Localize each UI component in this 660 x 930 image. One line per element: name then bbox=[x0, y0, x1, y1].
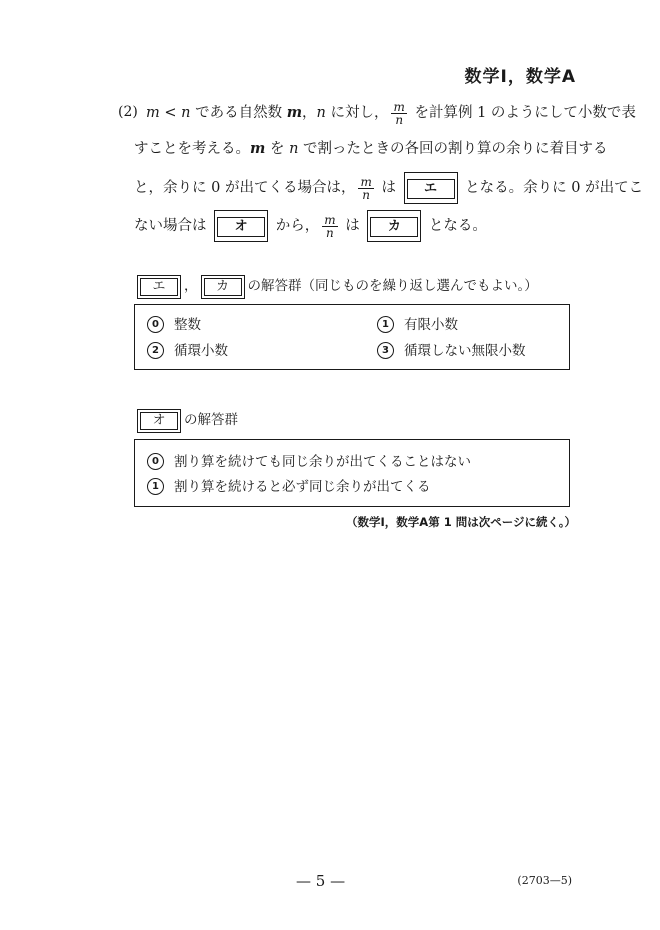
page-number: — 5 — bbox=[296, 872, 346, 890]
answer-box-o[interactable]: オ bbox=[214, 210, 268, 242]
fraction-m-over-n: $\frac{m}{n}$ bbox=[393, 99, 405, 127]
label-box-ka: カ bbox=[201, 275, 245, 299]
choice-mark: 0 bbox=[147, 316, 164, 333]
choice-ek-2[interactable]: 2 循環小数 bbox=[147, 341, 228, 361]
choices-ek-label: エ ， カ の解答群（同じものを繰り返し選んでもよい。） bbox=[137, 274, 538, 299]
page-code: (2703—5) bbox=[517, 874, 572, 887]
problem-line-3: と，余りに 0 が出てくる場合は， $\frac{m}{n}$ は エ となる。余りに 0 が出てこ bbox=[134, 172, 643, 198]
subject-header: 数学Ⅰ，数学A bbox=[464, 67, 576, 87]
choice-mark: 1 bbox=[377, 316, 394, 333]
choices-ek-panel bbox=[134, 304, 570, 370]
problem-line-4: ない場合は オ から， $\frac{m}{n}$ は カ となる。 bbox=[134, 210, 487, 236]
choice-ek-1[interactable]: 1 有限小数 bbox=[377, 315, 458, 335]
choice-ek-3[interactable]: 3 循環しない無限小数 bbox=[377, 341, 526, 361]
choice-ek-0[interactable]: 0 整数 bbox=[147, 315, 201, 335]
label-box-e: エ bbox=[137, 275, 181, 299]
choice-mark: 3 bbox=[377, 342, 394, 359]
choice-o-0[interactable]: 0 割り算を続けても同じ余りが出てくることはない bbox=[147, 452, 471, 472]
problem-number: (2) bbox=[118, 104, 138, 120]
choices-o-label: オ の解答群 bbox=[137, 408, 238, 433]
choice-o-1[interactable]: 1 割り算を続けると必ず同じ余りが出てくる bbox=[147, 477, 431, 497]
answer-box-e[interactable]: エ bbox=[404, 172, 458, 204]
label-box-o: オ bbox=[137, 409, 181, 433]
choice-mark: 1 bbox=[147, 478, 164, 495]
choice-mark: 2 bbox=[147, 342, 164, 359]
problem-line-1: m < n である自然数 m，n に対し， $\frac{m}{n}$ を計算例 1 のようにして小数で表 bbox=[146, 99, 636, 127]
choice-mark: 0 bbox=[147, 453, 164, 470]
problem-line-2: すことを考える。m を n で割ったときの各回の割り算の余りに着目する bbox=[134, 140, 608, 157]
continued-note: （数学Ⅰ，数学A第 1 問は次ページに続く。） bbox=[346, 515, 576, 529]
fraction-m-over-n: $\frac{m}{n}$ bbox=[360, 174, 372, 202]
answer-box-ka[interactable]: カ bbox=[367, 210, 421, 242]
choices-o-panel bbox=[134, 439, 570, 507]
fraction-m-over-n: $\frac{m}{n}$ bbox=[324, 212, 336, 240]
